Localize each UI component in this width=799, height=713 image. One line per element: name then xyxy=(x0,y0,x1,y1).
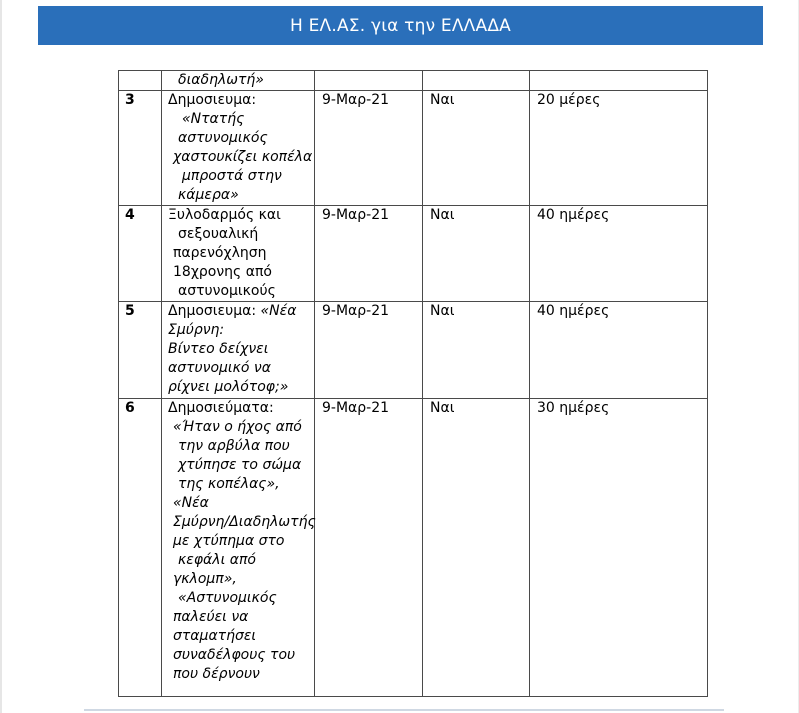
table-row xyxy=(119,399,708,697)
description-line: χτύπησε το σώμα xyxy=(178,457,302,473)
date-value: 9-Μαρ-21 xyxy=(322,207,390,223)
page-left-edge xyxy=(0,0,2,713)
row-number: 4 xyxy=(125,207,135,223)
description-line: κεφάλι από xyxy=(178,552,256,568)
description-line: ρίχνει μολότοφ;» xyxy=(168,379,289,395)
status-cell xyxy=(423,206,530,302)
description-line: κάμερα» xyxy=(178,187,239,203)
date-value: 9-Μαρ-21 xyxy=(322,92,390,108)
description-line: την αρβύλα που xyxy=(178,438,290,454)
row-number-cell xyxy=(119,91,162,206)
duration-value: 30 ημέρες xyxy=(537,400,610,416)
duration-value: 20 μέρες xyxy=(537,92,601,108)
date-cell xyxy=(315,302,423,399)
description-line: που δέρνουν xyxy=(173,666,260,682)
description-line: παλεύει να xyxy=(173,609,249,625)
description-line: σταματήσει xyxy=(173,628,257,644)
row-number-cell xyxy=(119,206,162,302)
description-line: χαστουκίζει κοπέλα xyxy=(173,149,313,165)
description-text: «Νέα xyxy=(260,303,297,319)
description-line: 18χρονης από xyxy=(173,264,272,280)
description-cell xyxy=(162,206,315,302)
table-row xyxy=(119,91,708,206)
row-number: 3 xyxy=(125,92,135,108)
description-cell xyxy=(162,399,315,697)
description-line: «Αστυνομικός xyxy=(178,590,277,606)
footer-divider xyxy=(84,709,724,711)
description-line: με χτύπημα στο xyxy=(173,533,285,549)
description-line: αστυνομικός xyxy=(178,130,268,146)
description-line: αστυνομικό να xyxy=(168,360,271,376)
description-line: «Νέα xyxy=(173,495,209,511)
description-line: γκλομπ», xyxy=(173,571,237,587)
description-cell xyxy=(162,71,315,91)
description-line: παρενόχληση xyxy=(173,245,267,261)
description-line: αστυνομικούς xyxy=(178,283,276,299)
description-line: συναδέλφους του xyxy=(173,647,296,663)
description-line: Δημοσιεύματα: xyxy=(168,400,274,416)
status-cell xyxy=(423,91,530,206)
duration-value: 40 ημέρες xyxy=(537,207,610,223)
date-cell xyxy=(315,71,423,91)
row-number-cell xyxy=(119,302,162,399)
description-line: σεξουαλική xyxy=(178,226,259,242)
header-banner xyxy=(38,6,763,45)
description-line: «Ήταν ο ήχος από xyxy=(173,419,302,435)
duration-cell xyxy=(530,206,708,302)
description-line: Σμύρνη: xyxy=(168,322,225,338)
duration-cell xyxy=(530,91,708,206)
row-number: 5 xyxy=(125,303,135,319)
incidents-table xyxy=(118,70,708,697)
row-number-cell xyxy=(119,71,162,91)
date-cell xyxy=(315,91,423,206)
description-cell xyxy=(162,302,315,399)
description-line xyxy=(168,302,314,321)
date-value: 9-Μαρ-21 xyxy=(322,400,390,416)
status-cell xyxy=(423,302,530,399)
description-line: Βίντεο δείχνει xyxy=(168,341,269,357)
status-cell xyxy=(423,71,530,91)
table-row xyxy=(119,302,708,399)
duration-cell xyxy=(530,399,708,697)
table-row-continued xyxy=(119,71,708,91)
status-value: Ναι xyxy=(430,92,455,108)
duration-value: 40 ημέρες xyxy=(537,303,610,319)
status-cell xyxy=(423,399,530,697)
description-line: της κοπέλας», xyxy=(178,476,280,492)
description-line: μπροστά στην xyxy=(182,168,282,184)
row-number-cell xyxy=(119,399,162,697)
duration-cell xyxy=(530,71,708,91)
description-line: Σμύρνη/Διαδηλωτής xyxy=(173,514,316,530)
date-cell xyxy=(315,399,423,697)
date-cell xyxy=(315,206,423,302)
description-line: διαδηλωτή» xyxy=(178,72,264,88)
status-value: Ναι xyxy=(430,400,455,416)
duration-cell xyxy=(530,302,708,399)
description-line: Δημοσιευμα: xyxy=(168,92,257,108)
date-value: 9-Μαρ-21 xyxy=(322,303,390,319)
description-cell xyxy=(162,91,315,206)
description-line: Ξυλοδαρμός και xyxy=(168,207,281,223)
status-value: Ναι xyxy=(430,207,455,223)
table-row xyxy=(119,206,708,302)
status-value: Ναι xyxy=(430,303,455,319)
description-line: «Ντατής xyxy=(182,111,245,127)
row-number: 6 xyxy=(125,400,135,416)
page-title: Η ΕΛ.ΑΣ. για την ΕΛΛΑΔΑ xyxy=(290,15,511,36)
description-text: Δημοσιευμα: xyxy=(168,303,257,319)
